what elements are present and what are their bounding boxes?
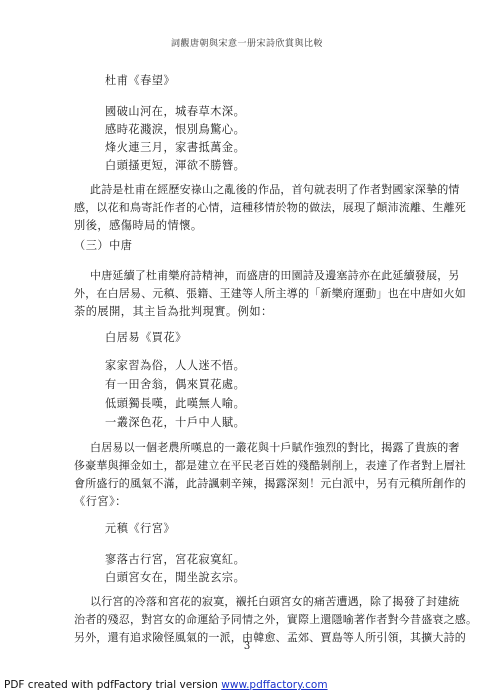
poem-line: 白頭搔更短，渾欲不勝簪。 [105, 159, 246, 172]
paragraph-line: 另外，還有追求險怪風氣的一派，由韓愈、孟郊、賈島等人所引領，其擴大詩的 [74, 631, 466, 644]
running-header: 詞觀唐朝與宋意一册宋詩欣賞與比較 [170, 39, 323, 49]
poem-line: 烽火連三月，家書抵萬金。 [105, 141, 246, 154]
poem-title: 白居易《買花》 [105, 331, 187, 344]
paragraph-line: 中唐延續了杜甫樂府詩精神，而盛唐的田園詩及邊塞詩亦在此延續發展，另 [90, 269, 460, 282]
poem-title: 杜甫《春望》 [105, 74, 176, 87]
poem-line: 一叢深色花，十戶中人賦。 [105, 416, 246, 429]
section-heading: （三）中唐 [74, 239, 133, 252]
paragraph-line: 感，以花和鳥寄託作者的心情，這種移情於物的做法，展現了顛沛流離、生離死 [74, 201, 466, 214]
paragraph-line: 別後，感傷時局的情懷。 [74, 219, 203, 232]
paragraph-line: 以行宮的冷落和宮花的寂寞，襯托白頭宮女的痛苦遭遇，除了揭發了封建統 [90, 595, 460, 608]
paragraph-line: 侈豪華與揮金如土，都是建立在平民老百姓的殘酷剝削上，表達了作者對上層社 [74, 459, 466, 472]
footer-text: PDF created with pdfFactory trial version [4, 679, 222, 691]
poem-line: 有一田舍翁，偶來買花處。 [105, 378, 246, 391]
poem-line: 寥落古行宮，宮花寂寞紅。 [105, 553, 246, 566]
poem-title: 元稹《行宮》 [105, 522, 176, 535]
poem-line: 低頭獨長嘆，此嘆無人喻。 [105, 397, 246, 410]
poem-line: 白頭宮女在，閒坐說玄宗。 [105, 571, 246, 584]
paragraph-line: 會所盛行的風氣不滿，此詩諷刺辛辣，揭露深刻！元白派中，另有元稹所創作的 [74, 477, 466, 490]
pdffactory-link[interactable]: www.pdffactory.com [221, 679, 328, 691]
paragraph-line: 此詩是杜甫在經歷安祿山之亂後的作品，首句就表明了作者對國家深摯的情 [90, 183, 460, 196]
poem-line: 家家習為俗，人人迷不悟。 [105, 359, 246, 372]
paragraph-line: 荼的展開，其主旨為批判現實。例如： [74, 305, 273, 318]
poem-line: 感時花濺淚，恨別鳥驚心。 [105, 123, 246, 136]
page-number: 3 [243, 641, 251, 652]
paragraph-line: 治者的殘忍，對宮女的命運給予同情之外，實際上還隱喻著作者對今昔盛衰之感。 [74, 613, 478, 626]
paragraph-line: 《行宮》： [74, 495, 127, 508]
paragraph-line: 外，在白居易、元稹、張籍、王建等人所主導的「新樂府運動」也在中唐如火如 [74, 287, 466, 300]
pdf-footer [4, 679, 328, 691]
poem-line: 國破山河在，城春草木深。 [105, 105, 246, 118]
paragraph-line: 白居易以一個老農所嘆息的一叢花與十戶賦作強烈的對比，揭露了貴族的奢 [90, 441, 460, 454]
